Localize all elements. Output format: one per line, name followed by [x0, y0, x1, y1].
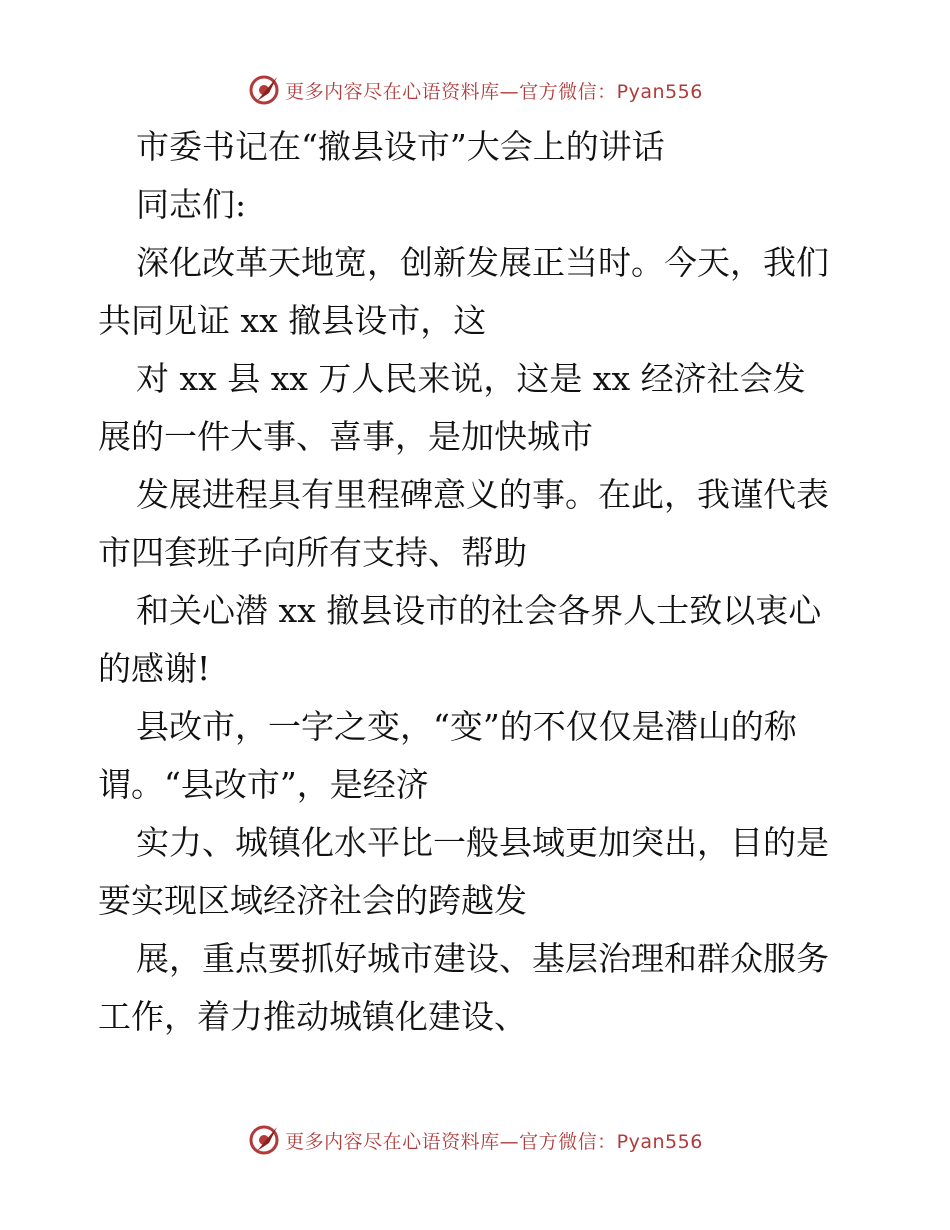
- body-line: 市四套班子向所有支持、帮助: [98, 533, 527, 572]
- body-line: 发展进程具有里程碑意义的事。在此，我谨代表: [136, 475, 829, 514]
- body-line: 和关心潜 xx 撤县设市的社会各界人士致以衷心: [136, 591, 822, 630]
- body-line: 工作，着力推动城镇化建设、: [98, 997, 527, 1036]
- body-line: 深化改革天地宽，创新发展正当时。今天，我们: [136, 243, 829, 282]
- body-line: 谓。“县改市”，是经济: [98, 765, 429, 804]
- body-line: 的感谢!: [98, 649, 211, 688]
- quill-logo-icon: [247, 1123, 281, 1157]
- body-line: 共同见证 xx 撤县设市，这: [98, 301, 487, 340]
- footer-banner: [0, 1120, 950, 1160]
- body-line: 要实现区域经济社会的跨越发: [98, 881, 527, 920]
- salutation: 同志们:: [136, 185, 247, 224]
- footer-banner-text: 更多内容尽在心语资料库—官方微信：Pyan556: [285, 1130, 703, 1153]
- document-title: 市委书记在“撤县设市”大会上的讲话: [136, 127, 665, 166]
- body-line: 县改市，一字之变，“变”的不仅仅是潜山的称: [136, 707, 797, 746]
- body-line: 对 xx 县 xx 万人民来说，这是 xx 经济社会发: [136, 359, 806, 398]
- quill-logo-icon: [247, 73, 281, 107]
- body-line: 实力、城镇化水平比一般县域更加突出，目的是: [136, 823, 829, 862]
- header-banner: [0, 70, 950, 110]
- body-line: 展，重点要抓好城市建设、基层治理和群众服务: [136, 939, 829, 978]
- body-line: 展的一件大事、喜事，是加快城市: [98, 417, 593, 456]
- header-banner-text: 更多内容尽在心语资料库—官方微信：Pyan556: [285, 80, 703, 103]
- document-body: [98, 118, 858, 1046]
